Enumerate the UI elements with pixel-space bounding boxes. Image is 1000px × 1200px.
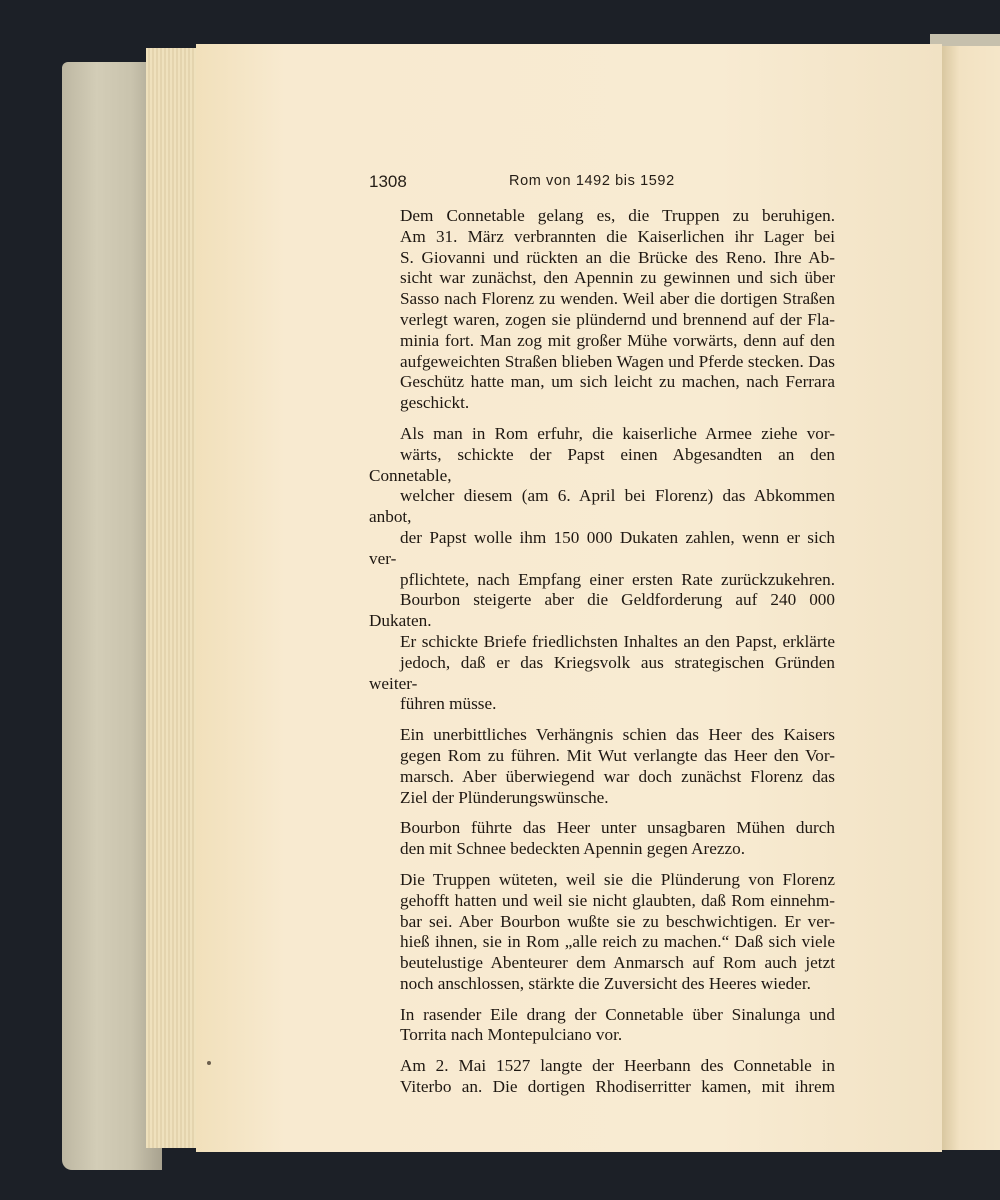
paragraph (369, 725, 835, 808)
paragraph (369, 206, 835, 414)
text-line: Als man in Rom erfuhr, die kaiserliche Armee ziehe vor- (400, 423, 835, 443)
text-line: hieß ihnen, sie in Rom „alle reich zu machen.“ Daß sich viele (400, 932, 835, 952)
text-line: Viterbo an. Die dortigen Rhodiserritter kamen, mit ihrem (400, 1077, 835, 1097)
text-line: Dem Connetable gelang es, die Truppen zu beruhigen. (400, 206, 835, 225)
text-line: Die Truppen wüteten, weil sie die Plünderung von Florenz (400, 869, 835, 889)
text-line: wärts, schickte der Papst einen Abgesandten an den Connetable, (369, 444, 835, 485)
text-line: den mit Schnee bedeckten Apennin gegen Arezzo. (400, 839, 746, 859)
text-line: Bourbon steigerte aber die Geldforderung auf 240 000 Dukaten. (369, 590, 835, 631)
text-line: Am 2. Mai 1527 langte der Heerbann des Connetable in (400, 1056, 835, 1076)
page-stack-edge (146, 48, 202, 1148)
text-line: marsch. Aber überwiegend war doch zunächst Florenz das (400, 766, 835, 786)
paragraph (369, 818, 835, 860)
text-line: aufgeweichten Straßen blieben Wagen und Pferde stecken. Das (400, 351, 835, 371)
text-line: der Papst wolle ihm 150 000 Dukaten zahlen, wenn er sich ver- (369, 527, 835, 568)
text-line: minia fort. Man zog mit großer Mühe vorwärts, denn auf den (400, 330, 835, 350)
text-line: sicht war zunächst, den Apennin zu gewinnen und sich über (400, 268, 835, 288)
text-line: Geschütz hatte man, um sich leicht zu machen, nach Ferrara (400, 372, 835, 392)
text-line: welcher diesem (am 6. April bei Florenz) das Abkommen anbot, (369, 486, 835, 527)
text-line: Bourbon führte das Heer unter unsagbaren Mühen durch (400, 818, 835, 838)
text-line: führen müsse. (400, 694, 497, 714)
text-line: gegen Rom zu führen. Mit Wut verlangte das Heer den Vor- (400, 745, 835, 765)
text-line: Sasso nach Florenz zu wenden. Weil aber die dortigen Straßen (400, 289, 835, 309)
paragraph (369, 1056, 835, 1098)
text-line: jedoch, daß er das Kriegsvolk aus strategischen Gründen weiter- (369, 652, 835, 693)
text-line: gehofft hatten und weil sie nicht glaubten, daß Rom einnehm- (400, 890, 835, 910)
body-text (369, 206, 835, 1098)
text-line: pflichtete, nach Empfang einer ersten Rate zurückzukehren. (400, 569, 835, 589)
paragraph (369, 870, 835, 995)
page-speck (207, 1061, 211, 1065)
page-number: 1308 (369, 172, 407, 191)
text-line: Er schickte Briefe friedlichsten Inhaltes an den Papst, erklärte (400, 631, 835, 651)
text-line: Torrita nach Montepulciano vor. (400, 1025, 623, 1045)
text-line: S. Giovanni und rückten an die Brücke des Reno. Ihre Ab- (400, 247, 835, 267)
text-line: verlegt waren, zogen sie plündernd und brennend auf der Fla- (400, 309, 835, 329)
paragraph (369, 424, 835, 715)
facing-page-edge (942, 46, 1000, 1150)
running-head: Rom von 1492 bis 1592 (509, 173, 675, 189)
text-line: bar sei. Aber Bourbon wußte sie zu beschwichtigen. Er ver- (400, 911, 835, 931)
page-header (369, 172, 835, 196)
text-line: Am 31. März verbrannten die Kaiserlichen ihr Lager bei (400, 226, 835, 246)
text-line: noch anschlossen, stärkte die Zuversicht des Heeres wieder. (400, 973, 811, 993)
text-line: In rasender Eile drang der Connetable über Sinalunga und (400, 1004, 835, 1024)
text-line: beutelustige Abenteurer dem Anmarsch auf Rom auch jetzt (400, 953, 835, 973)
text-line: geschickt. (400, 393, 470, 413)
paragraph (369, 1005, 835, 1047)
text-line: Ein unerbittliches Verhängnis schien das Heer des Kaisers (400, 725, 835, 745)
text-line: Ziel der Plünderungswünsche. (400, 787, 609, 807)
